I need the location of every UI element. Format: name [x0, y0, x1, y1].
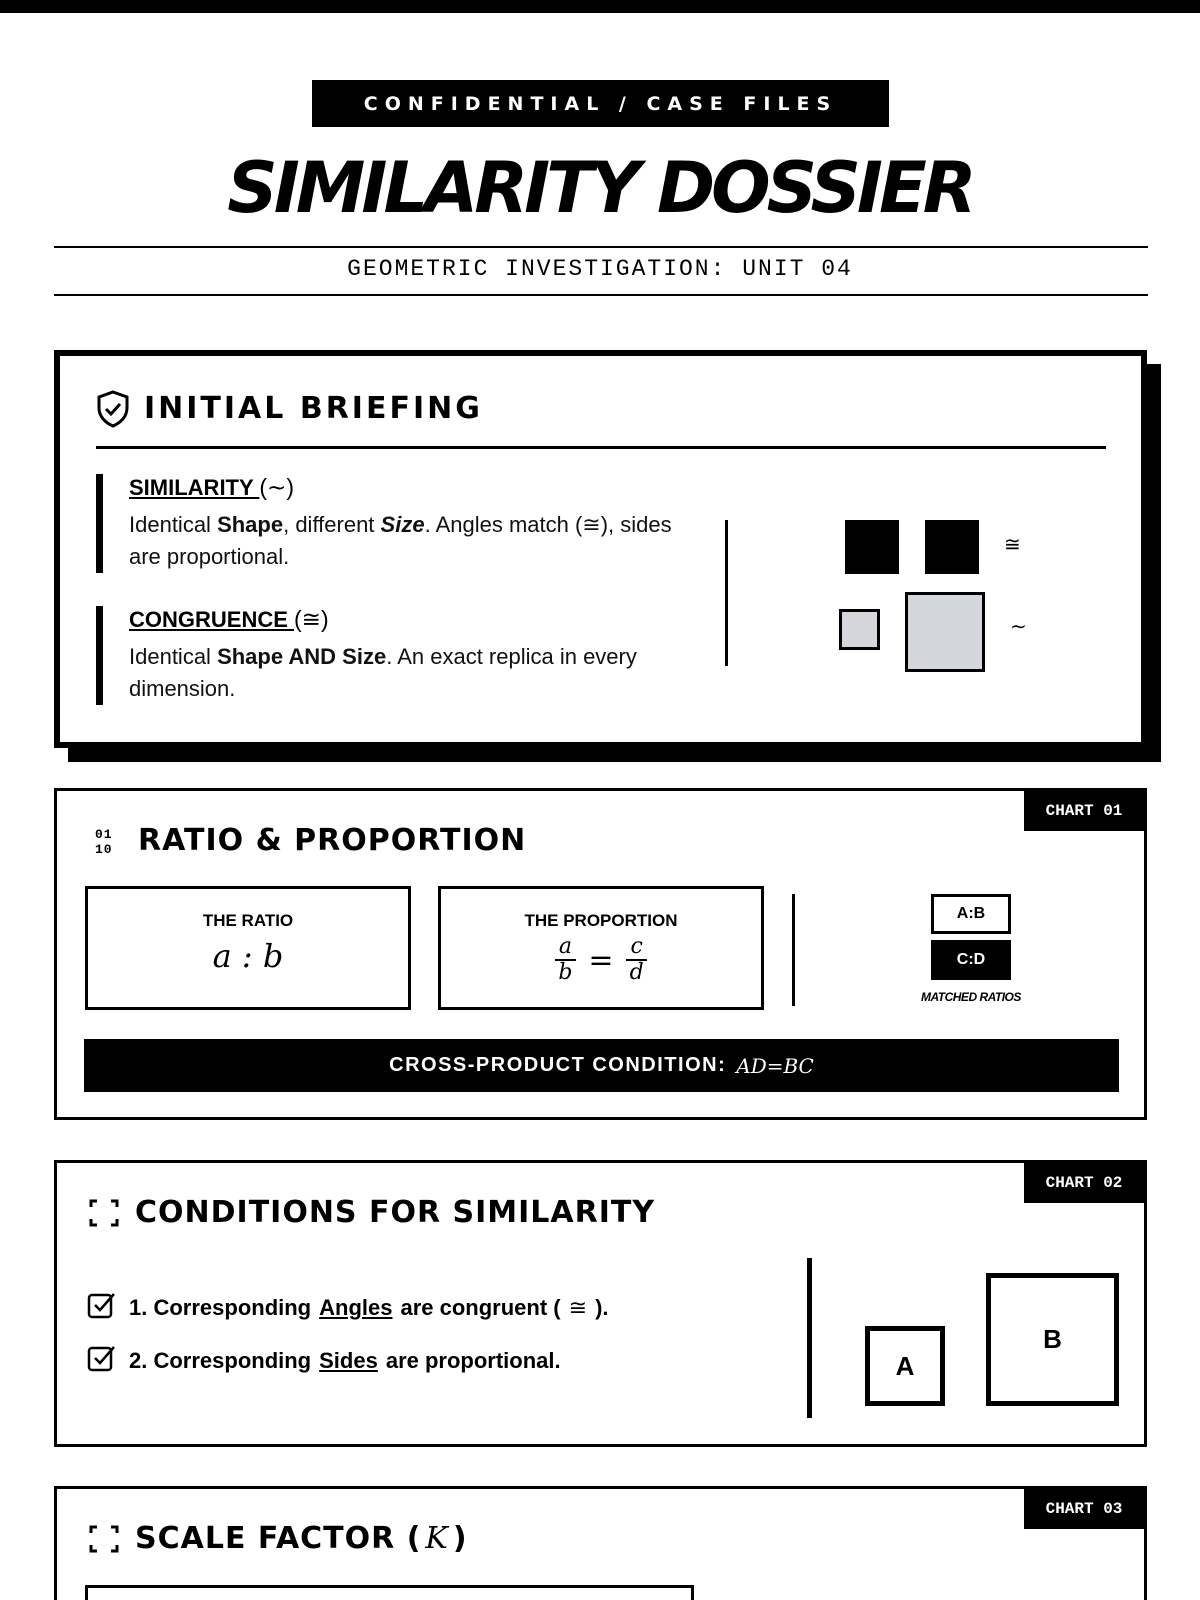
matched-ratios-label: MATCHED RATIOS	[921, 990, 1021, 1004]
checkbox-icon	[87, 1343, 117, 1379]
briefing-rule	[96, 446, 1106, 449]
cross-product-bar	[84, 1039, 1119, 1092]
shape-a: A	[865, 1326, 945, 1406]
page-title: SIMILARITY DOSSIER	[227, 147, 973, 229]
checkbox-icon	[87, 1290, 117, 1326]
chart-tag-03: CHART 03	[1024, 1489, 1144, 1529]
similarity-definition	[96, 474, 696, 573]
header-rule-bottom	[54, 294, 1148, 296]
top-bar	[0, 0, 1200, 13]
ratio-math: a : b	[212, 937, 284, 975]
scale-heading-text: SCALE FACTOR ( K )	[135, 1521, 468, 1556]
proportion-box	[438, 886, 764, 1010]
ratio-box	[85, 886, 411, 1010]
scan-icon	[87, 1196, 121, 1230]
congruent-square-1	[845, 520, 899, 574]
chart-tag-02: CHART 02	[1024, 1163, 1144, 1203]
chart-tag-01: CHART 01	[1024, 791, 1144, 831]
condition-item-2: 2. Corresponding Sides are proportional.	[87, 1343, 561, 1379]
header-rule-top	[54, 246, 1148, 248]
similarity-text: Identical Shape, different Size. Angles match (≅), sides are proportional.	[129, 512, 672, 569]
confidential-stamp: CONFIDENTIAL / CASE FILES	[312, 80, 889, 127]
similarity-term: SIMILARITY	[129, 475, 260, 500]
conditions-divider	[807, 1258, 812, 1418]
briefing-heading	[96, 391, 483, 426]
shield-check-icon	[96, 392, 130, 426]
shape-b: B	[986, 1273, 1119, 1406]
ratio-heading	[90, 823, 526, 858]
cross-product-label: CROSS-PRODUCT CONDITION:	[389, 1054, 727, 1076]
conditions-heading-text: CONDITIONS FOR SIMILARITY	[135, 1195, 656, 1230]
scale-heading	[87, 1521, 468, 1556]
scan-icon	[87, 1522, 121, 1556]
congruence-symbol: (≅)	[294, 606, 329, 632]
briefing-heading-text: INITIAL BRIEFING	[144, 391, 483, 426]
similar-symbol-label: ∼	[1010, 616, 1027, 638]
cross-product-math: AD=BC	[736, 1053, 814, 1078]
scale-box	[85, 1585, 694, 1600]
ratio-chip-ab: A:B	[931, 894, 1011, 934]
conditions-heading	[87, 1195, 655, 1230]
congruent-square-2	[925, 520, 979, 574]
ratio-label: THE RATIO	[202, 911, 294, 930]
similar-square-large	[905, 592, 985, 672]
similar-square-small	[839, 609, 880, 650]
similarity-symbol: (∼)	[259, 474, 294, 500]
congruence-term: CONGRUENCE	[129, 607, 295, 632]
congruence-text: Identical Shape AND Size. An exact replica in every dimension.	[129, 644, 637, 701]
congruent-symbol-label: ≅	[1004, 534, 1021, 556]
binary-icon	[90, 824, 124, 858]
svg-text:01: 01	[95, 826, 113, 842]
congruence-definition	[96, 606, 696, 705]
ratio-divider	[792, 894, 795, 1006]
ratio-heading-text: RATIO & PROPORTION	[138, 823, 527, 858]
proportion-label: THE PROPORTION	[524, 911, 678, 930]
conditions-card	[54, 1160, 1147, 1447]
briefing-card	[54, 350, 1147, 748]
condition-item-1: 1. Corresponding Angles are congruent ( ≅ ).	[87, 1290, 609, 1326]
proportion-math: $\frac{a}{b}$ = $\frac{c}{d}$	[441, 935, 761, 985]
page-subtitle: GEOMETRIC INVESTIGATION: UNIT 04	[347, 256, 853, 282]
scale-card	[54, 1486, 1147, 1600]
ratio-chip-cd: C:D	[931, 940, 1011, 980]
ratio-card	[54, 788, 1147, 1120]
briefing-divider	[725, 520, 728, 666]
svg-text:10: 10	[95, 841, 113, 856]
